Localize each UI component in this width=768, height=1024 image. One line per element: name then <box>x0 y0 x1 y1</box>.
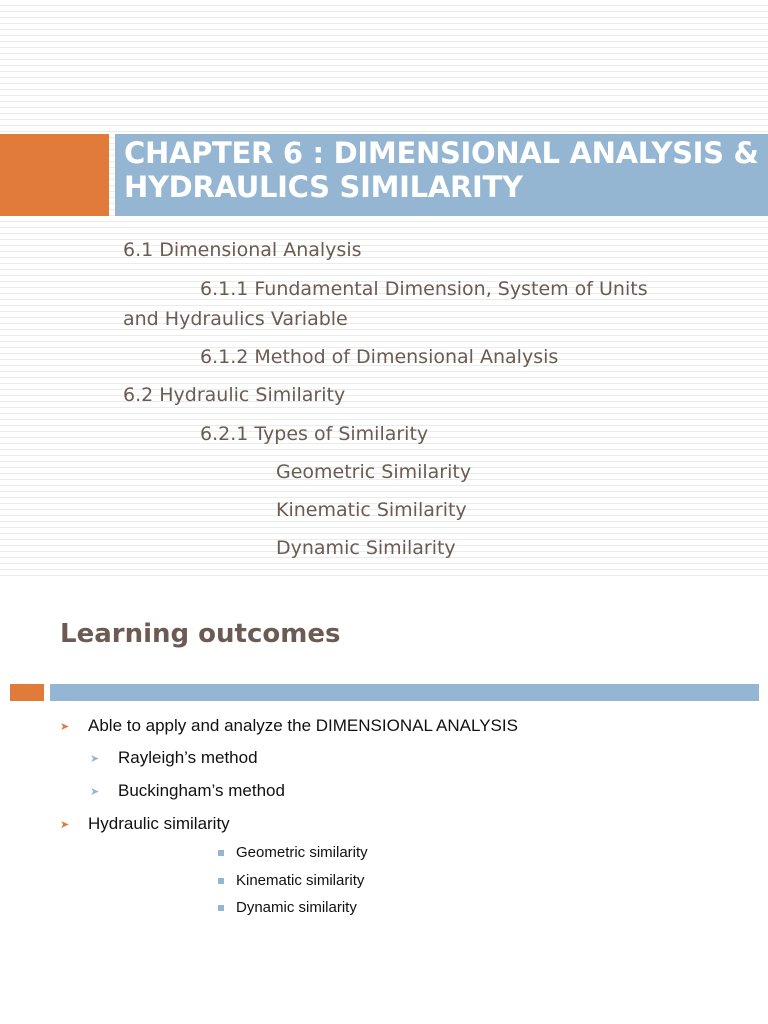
toc-item-6-1-1: 6.1.1 Fundamental Dimension, System of Units and Hydraulics Variable <box>123 278 648 330</box>
square-bullet-icon <box>218 878 224 884</box>
orange-accent-block <box>10 684 44 701</box>
orange-accent-block <box>0 134 109 216</box>
square-bullet-icon <box>218 850 224 856</box>
list-item: ➤ Hydraulic similarity <box>60 814 230 833</box>
toc-item-6-1-2: 6.1.2 Method of Dimensional Analysis <box>200 346 559 368</box>
list-item: ➤ Buckingham’s method <box>90 781 285 800</box>
toc-item-6-1: 6.1 Dimensional Analysis <box>123 239 362 261</box>
blue-divider-bar <box>50 684 759 701</box>
toc-item-geometric: Geometric Similarity <box>276 461 472 483</box>
list-item: ➤ Rayleigh’s method <box>90 748 258 767</box>
square-bullet-icon <box>218 905 224 911</box>
slide-heading: Learning outcomes <box>60 619 341 649</box>
chevron-right-icon: ➤ <box>60 720 70 733</box>
chevron-right-icon: ➤ <box>90 752 100 765</box>
toc-item-6-2-1: 6.2.1 Types of Similarity <box>200 423 429 445</box>
slide-title: CHAPTER 6 : DIMENSIONAL ANALYSIS & HYDRAULICS SIMILARITY <box>124 136 759 204</box>
slide-learning-outcomes <box>0 590 768 1024</box>
chevron-right-icon: ➤ <box>60 818 70 831</box>
toc-item-kinematic: Kinematic Similarity <box>276 499 467 521</box>
list-item: Geometric similarity <box>218 844 368 861</box>
toc-item-dynamic: Dynamic Similarity <box>276 537 456 559</box>
toc-item-6-2: 6.2 Hydraulic Similarity <box>123 384 346 406</box>
list-item: ➤ Able to apply and analyze the DIMENSIONAL ANALYSIS <box>60 716 518 735</box>
list-item: Dynamic similarity <box>218 899 357 916</box>
list-item: Kinematic similarity <box>218 872 364 889</box>
chevron-right-icon: ➤ <box>90 785 100 798</box>
